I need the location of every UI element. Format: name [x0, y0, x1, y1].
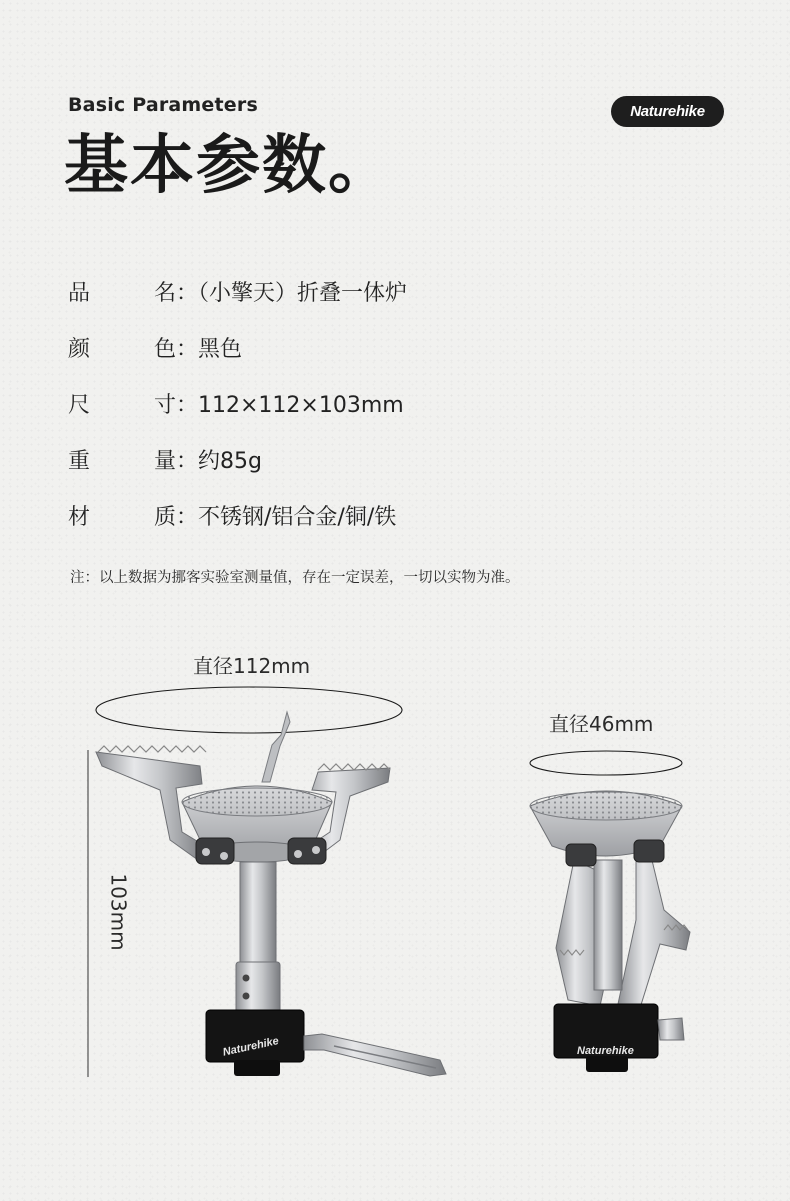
folded-diameter-label: 直径46mm — [549, 712, 654, 736]
param-label-first-char: 重 — [68, 448, 91, 474]
folded-diameter-ellipse — [530, 751, 682, 775]
param-value: 色：黑色 — [154, 336, 243, 362]
param-value: 名：（小擎天）折叠一体炉 — [154, 280, 408, 306]
open-diameter-ellipse — [96, 687, 402, 733]
param-label-first-char: 材 — [68, 504, 91, 530]
stove-logo-folded: Naturehike — [577, 1045, 634, 1057]
disclaimer-note: 注：以上数据为挪客实验室测量值，存在一定误差，一切以实物为准。 — [70, 570, 520, 586]
param-value: 寸：112×112×103mm — [154, 392, 404, 418]
open-diameter-label: 直径112mm — [193, 654, 311, 678]
param-label-first-char: 尺 — [68, 392, 91, 418]
page-title: 基本参数。 — [64, 129, 394, 203]
folded-stove — [530, 791, 690, 1072]
param-value: 量：约85g — [154, 448, 262, 474]
param-label-first-char: 品 — [68, 280, 91, 306]
subtitle: Basic Parameters — [68, 94, 258, 116]
param-value: 质：不锈钢/铝合金/铜/铁 — [154, 504, 397, 530]
stove-logo-open: Naturehike — [221, 1035, 280, 1059]
open-stove — [96, 712, 446, 1076]
height-label: 103mm — [106, 873, 131, 951]
param-label-first-char: 颜 — [68, 336, 91, 362]
brand-badge: Naturehike — [611, 96, 724, 127]
